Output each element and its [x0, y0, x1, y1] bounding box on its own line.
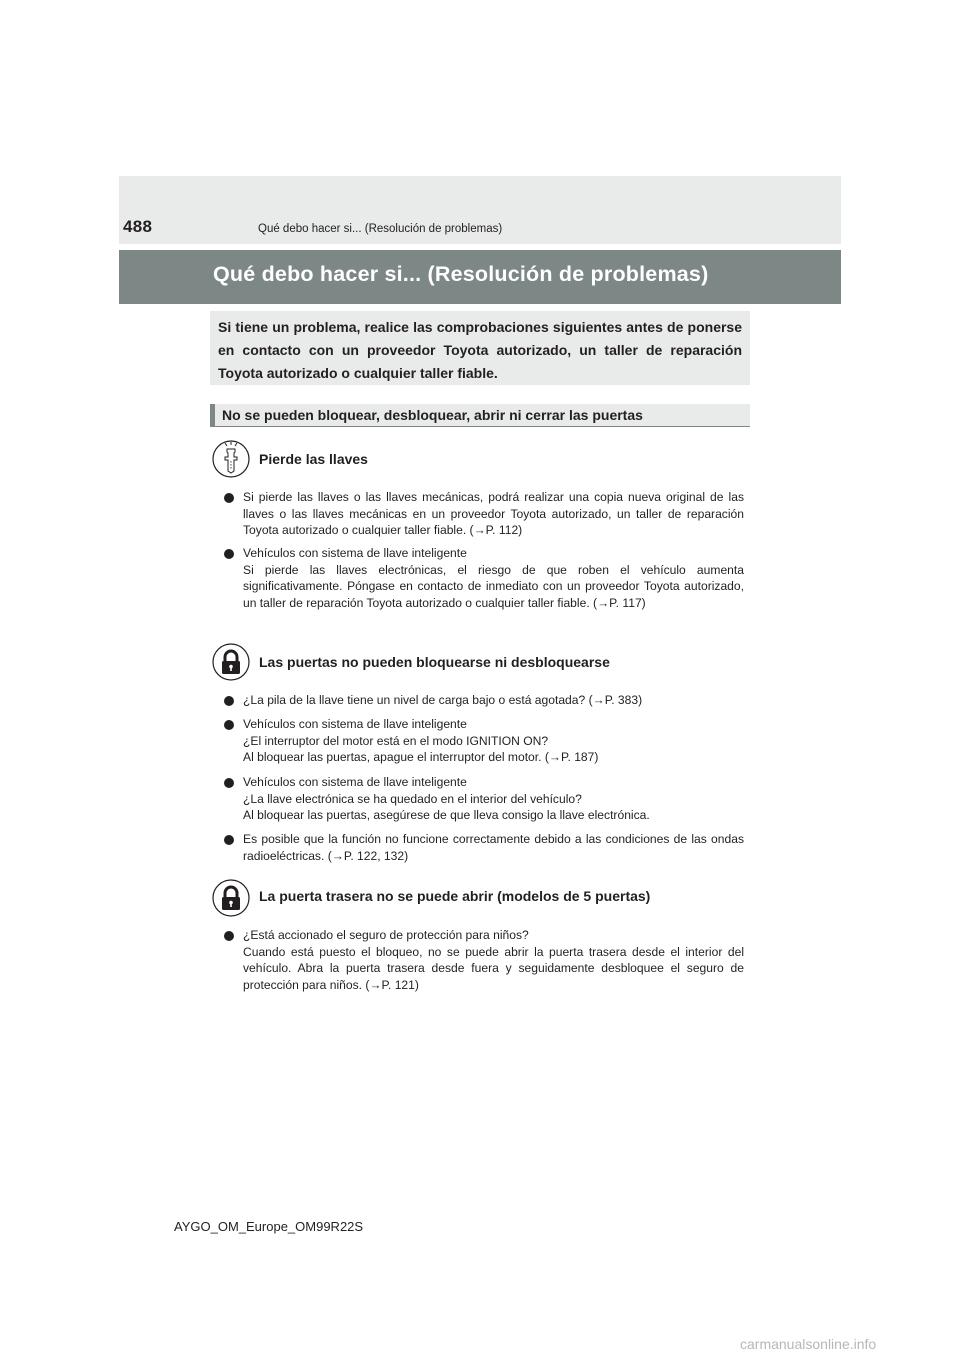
padlock-icon: [212, 879, 250, 917]
document-code: AYGO_OM_Europe_OM99R22S: [174, 1219, 364, 1234]
subsection-heading: La puerta trasera no se puede abrir (modelos de 5 puertas): [259, 888, 651, 904]
running-head: Qué debo hacer si... (Resolución de problemas): [258, 223, 503, 235]
subsection-heading: Las puertas no pueden bloquearse ni desbloquearse: [259, 654, 610, 670]
key-icon: [212, 440, 250, 478]
section-title: No se pueden bloquear, desbloquear, abrir ni cerrar las puertas: [222, 407, 643, 423]
page-number: 488: [123, 217, 153, 236]
intro-text: Si tiene un problema, realice las comprobaciones siguientes antes de ponerse en contacto con un proveedor Toyota autorizado, un taller de reparación Toyota autorizado o cualquier taller fiable.: [218, 319, 742, 381]
subsection-heading: Pierde las llaves: [259, 451, 368, 467]
padlock-icon: [212, 643, 250, 681]
page-title: Qué debo hacer si... (Resolución de problemas): [213, 262, 709, 286]
watermark: carmanualsonline.info: [740, 1336, 877, 1352]
